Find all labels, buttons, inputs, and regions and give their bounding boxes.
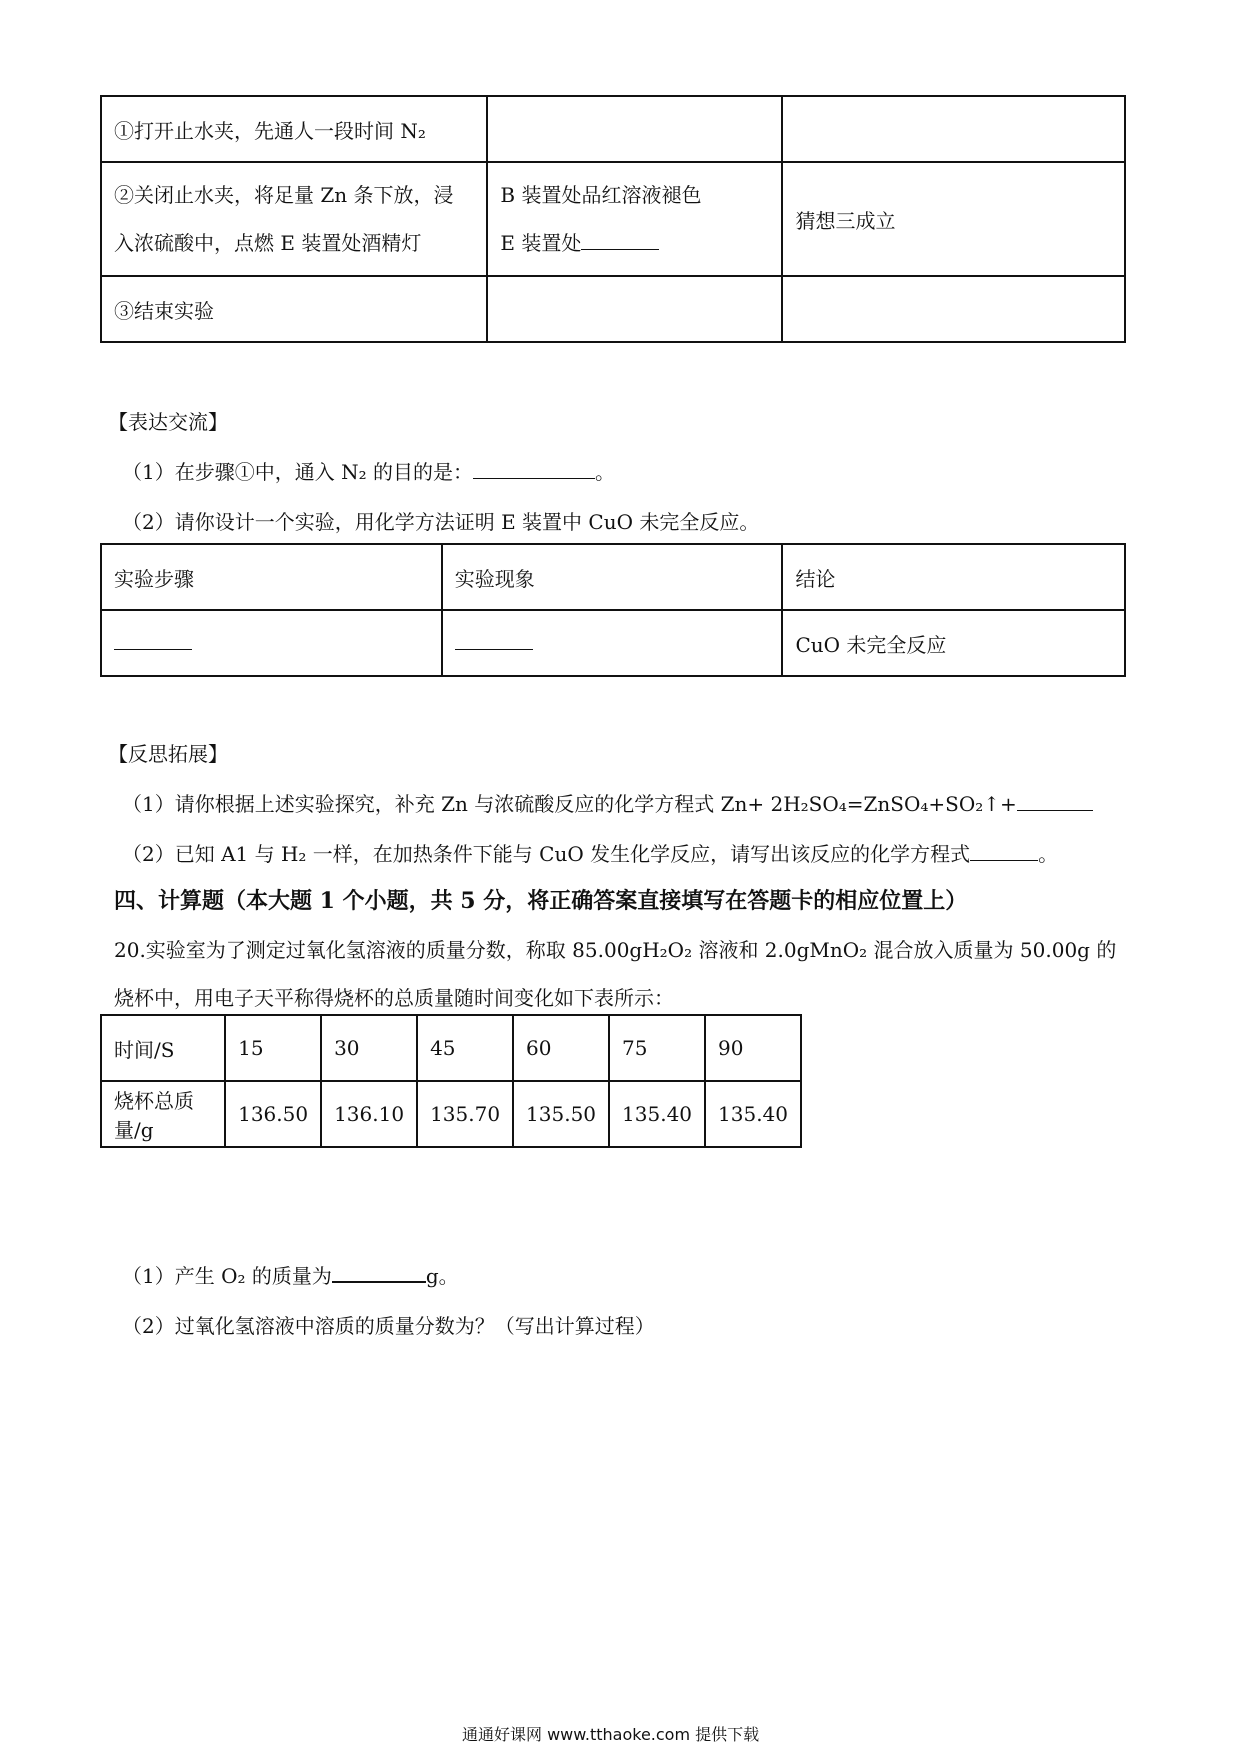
design-table	[100, 543, 1126, 677]
experiment-table	[100, 95, 1126, 343]
conclusion-2: 猜想三成立	[782, 162, 1125, 276]
answer-blank[interactable]	[473, 460, 595, 479]
expression-q1: （1）在步骤①中，通入 N₂ 的目的是： 。	[122, 460, 615, 484]
phenomenon-cell	[442, 610, 783, 676]
section-heading: 四、计算题（本大题 1 个小题，共 5 分，将正确答案直接填写在答题卡的相应位置上）	[114, 888, 968, 914]
step-1: ①打开止水夹，先通人一段时间 N₂	[101, 96, 487, 162]
expression-q2: （2）请你设计一个实验，用化学方法证明 E 装置中 CuO 未完全反应。	[122, 510, 760, 534]
time-value: 90	[705, 1015, 801, 1081]
header-step: 实验步骤	[101, 544, 442, 610]
answer-blank[interactable]	[114, 631, 192, 650]
question-20-line1: 20.实验室为了测定过氧化氢溶液的质量分数，称取 85.00gH₂O₂ 溶液和 2.0gMnO₂ 混合放入质量为 50.00g 的	[114, 938, 1117, 962]
header-conclusion: 结论	[782, 544, 1125, 610]
step-3: ③结束实验	[101, 276, 487, 342]
time-value: 30	[321, 1015, 417, 1081]
answer-blank[interactable]	[970, 842, 1038, 861]
expression-title: 【表达交流】	[108, 410, 228, 434]
phenomenon-3	[487, 276, 782, 342]
step-cell	[101, 610, 442, 676]
answer-blank[interactable]	[581, 231, 659, 250]
phenomenon-1	[487, 96, 782, 162]
reflection-q1: （1）请你根据上述实验探究，补充 Zn 与浓硫酸反应的化学方程式 Zn+ 2H₂SO₄=ZnSO₄+SO₂↑+	[122, 788, 1093, 817]
phenomenon-2: B 装置处品红溶液褪色 E 装置处	[487, 162, 782, 276]
conclusion-1	[782, 96, 1125, 162]
step-2: ②关闭止水夹，将足量 Zn 条下放，浸 入浓硫酸中，点燃 E 装置处酒精灯	[101, 162, 487, 276]
question-20-line2: 烧杯中，用电子天平称得烧杯的总质量随时间变化如下表所示：	[114, 986, 674, 1010]
mass-value: 136.10	[321, 1081, 417, 1147]
reflection-q2: （2）已知 A1 与 H₂ 一样，在加热条件下能与 CuO 发生化学反应，请写出该反应的化学方程式 。	[122, 842, 1059, 866]
answer-blank[interactable]	[455, 631, 533, 650]
mass-value: 135.70	[417, 1081, 513, 1147]
mass-value: 135.40	[609, 1081, 705, 1147]
page-footer: 通通好课网 www.tthaoke.com 提供下载	[462, 1725, 760, 1744]
time-label: 时间/S	[101, 1015, 225, 1081]
time-value: 15	[225, 1015, 321, 1081]
mass-value: 135.40	[705, 1081, 801, 1147]
question-2: （2）过氧化氢溶液中溶质的质量分数为？（写出计算过程）	[122, 1314, 655, 1338]
question-1: （1）产生 O₂ 的质量为 g。	[122, 1264, 459, 1288]
mass-value: 135.50	[513, 1081, 609, 1147]
reflection-title: 【反思拓展】	[108, 742, 228, 766]
mass-label: 烧杯总质量/g	[101, 1081, 225, 1147]
mass-value: 136.50	[225, 1081, 321, 1147]
time-value: 75	[609, 1015, 705, 1081]
mass-table	[100, 1014, 802, 1148]
header-phenomenon: 实验现象	[442, 544, 783, 610]
time-value: 45	[417, 1015, 513, 1081]
answer-blank[interactable]	[1017, 792, 1093, 811]
conclusion-cell: CuO 未完全反应	[782, 610, 1125, 676]
time-value: 60	[513, 1015, 609, 1081]
conclusion-3	[782, 276, 1125, 342]
answer-blank[interactable]	[332, 1263, 426, 1283]
